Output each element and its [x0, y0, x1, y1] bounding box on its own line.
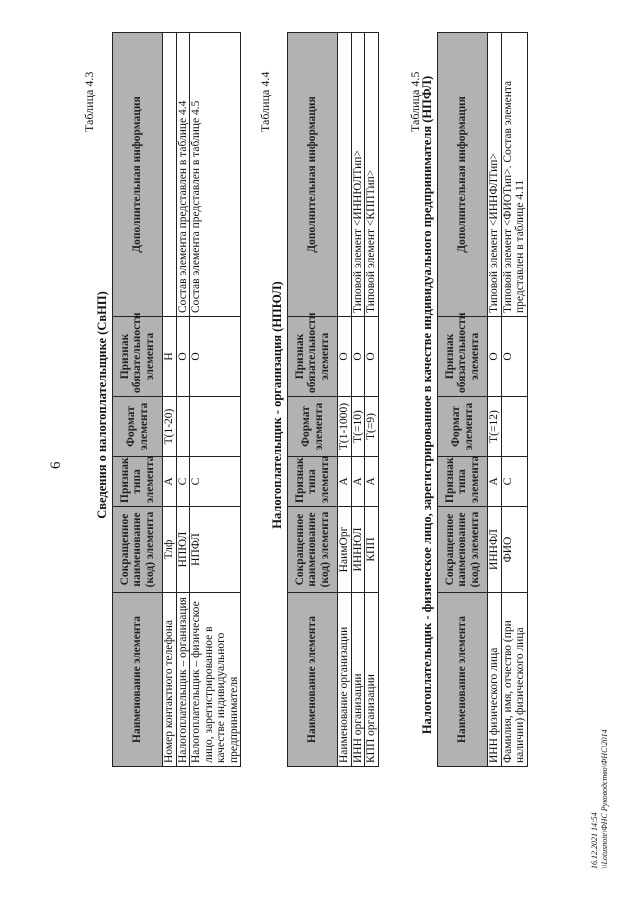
table-4-3-title: Сведения о налогоплательщике (СвНП)	[95, 291, 109, 519]
cell-code: КПП	[365, 507, 379, 593]
cell-code: ФИО	[501, 507, 527, 593]
cell-code: НПФЛ	[190, 507, 241, 593]
cell-type: С	[501, 457, 527, 507]
table-row	[338, 33, 352, 767]
cell-format: Т(=9)	[365, 397, 379, 457]
table-row	[163, 33, 177, 767]
col-header-code: Сокращенное наименование (код) элемента	[288, 507, 338, 593]
col-header-name: Наименование элемента	[113, 593, 163, 767]
table-4-3-label: Таблица 4.3	[82, 71, 96, 132]
col-header-name: Наименование элемента	[288, 593, 338, 767]
table-row	[488, 33, 502, 767]
table-4-4-title: Налогоплательщик - организация (НПЮЛ)	[270, 281, 284, 529]
table-4-4	[287, 32, 379, 767]
table-row	[351, 33, 365, 767]
cell-info: Состав элемента представлен в таблице 4.5	[190, 33, 241, 317]
cell-required: О	[338, 317, 352, 397]
cell-format: Т(1-20)	[163, 397, 177, 457]
page-number: 6	[48, 461, 64, 469]
cell-type: А	[351, 457, 365, 507]
cell-type: С	[190, 457, 241, 507]
cell-name: КПП организации	[365, 593, 379, 767]
col-header-name: Наименование элемента	[438, 593, 488, 767]
cell-info	[163, 33, 177, 317]
cell-name: Номер контактного телефона	[163, 593, 177, 767]
cell-name: ИНН физического лица	[488, 593, 502, 767]
cell-info: Типовой элемент <КППТип>	[365, 33, 379, 317]
table-row	[501, 33, 527, 767]
cell-required: Н	[163, 317, 177, 397]
col-header-type: Признак типа элемента	[438, 457, 488, 507]
table-4-5-label: Таблица 4.5	[408, 71, 422, 132]
cell-format: Т(=10)	[351, 397, 365, 457]
cell-code: Тлф	[163, 507, 177, 593]
stamp-line-path: \\Lotusnote\ФНС Руководство\ФНС\2014	[600, 729, 609, 869]
col-header-info: Дополнительная информация	[438, 33, 488, 317]
cell-type: С	[176, 457, 190, 507]
cell-format	[501, 397, 527, 457]
col-header-required: Признак обязательности элемента	[113, 317, 163, 397]
col-header-type: Признак типа элемента	[288, 457, 338, 507]
cell-type: А	[488, 457, 502, 507]
table-4-5	[437, 32, 528, 767]
table-4-5-title: Налогоплательщик - физическое лицо, зарегистрированное в качестве индивидуального предпринимателя (НПФЛ)	[420, 75, 434, 735]
col-header-info: Дополнительная информация	[113, 33, 163, 317]
cell-info: Типовой элемент <ИННЮЛТип>	[351, 33, 365, 317]
col-header-format: Формат элемента	[438, 397, 488, 457]
cell-name: Налогоплательщик – физическое лицо, зарегистрированное в качестве индивидуального предпринимателя	[190, 593, 241, 767]
cell-code: ИННЮЛ	[351, 507, 365, 593]
cell-required: О	[501, 317, 527, 397]
cell-info: Типовой элемент <ФИОТип>. Состав элемента представлен в таблице 4.11	[501, 33, 527, 317]
col-header-type: Признак типа элемента	[113, 457, 163, 507]
cell-name: Налогоплательщик – организация	[176, 593, 190, 767]
cell-format	[190, 397, 241, 457]
cell-required: О	[176, 317, 190, 397]
cell-format: Т(1-1000)	[338, 397, 352, 457]
table-row	[365, 33, 379, 767]
cell-required: О	[351, 317, 365, 397]
cell-name: ИНН организации	[351, 593, 365, 767]
cell-required: О	[365, 317, 379, 397]
table-row	[176, 33, 190, 767]
cell-info: Состав элемента представлен в таблице 4.4	[176, 33, 190, 317]
table-row	[190, 33, 241, 767]
cell-required: О	[190, 317, 241, 397]
print-stamp	[590, 729, 610, 869]
col-header-info: Дополнительная информация	[288, 33, 338, 317]
cell-format	[176, 397, 190, 457]
col-header-required: Признак обязательности элемента	[438, 317, 488, 397]
cell-info: Типовой элемент <ИННФЛТип>	[488, 33, 502, 317]
cell-name: Фамилия, имя, отчество (при наличии) физического лица	[501, 593, 527, 767]
stamp-line-date: 16.12.2021 14:54	[590, 812, 599, 869]
cell-code: НПЮЛ	[176, 507, 190, 593]
cell-required: О	[488, 317, 502, 397]
col-header-format: Формат элемента	[113, 397, 163, 457]
cell-code: ИННФЛ	[488, 507, 502, 593]
cell-type: А	[365, 457, 379, 507]
cell-code: НаимОрг	[338, 507, 352, 593]
col-header-format: Формат элемента	[288, 397, 338, 457]
table-4-3	[112, 32, 241, 767]
cell-format: Т(=12)	[488, 397, 502, 457]
cell-name: Наименование организации	[338, 593, 352, 767]
cell-info	[338, 33, 352, 317]
col-header-code: Сокращенное наименование (код) элемента	[438, 507, 488, 593]
col-header-required: Признак обязательности элемента	[288, 317, 338, 397]
cell-type: А	[338, 457, 352, 507]
col-header-code: Сокращенное наименование (код) элемента	[113, 507, 163, 593]
table-4-4-label: Таблица 4.4	[258, 71, 272, 132]
cell-type: А	[163, 457, 177, 507]
